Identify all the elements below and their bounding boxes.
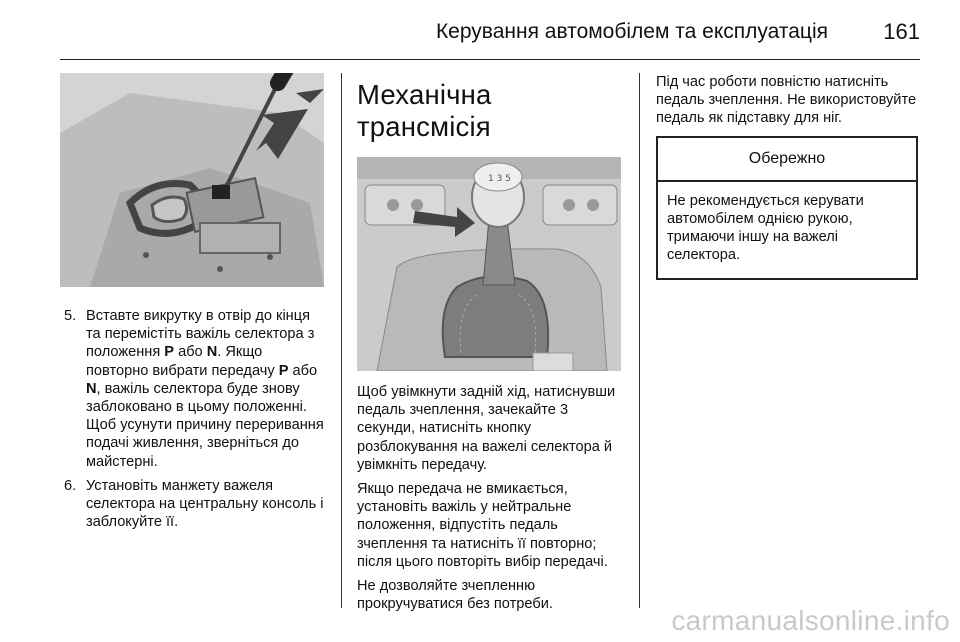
- instruction-list: [60, 307, 328, 531]
- watermark: carmanualsonline.info: [671, 605, 950, 636]
- caution-title: Обережно: [658, 138, 916, 182]
- column-2: [357, 73, 627, 619]
- paragraph-clutch-slip: Не дозволяйте зчепленню прокручуватися без потреби.: [357, 578, 553, 613]
- screwdriver-illustration: [60, 73, 324, 287]
- page-number: 161: [883, 19, 920, 44]
- step-number: 5.: [64, 308, 77, 324]
- running-header-title: Керування автомобілем та експлуатація: [435, 20, 828, 43]
- page-header: [0, 0, 960, 60]
- caution-box: [656, 136, 918, 281]
- header-rule: [60, 59, 920, 60]
- selector-lever-release-illustration: [60, 73, 324, 287]
- list-item-step-6: 6. Установіть манжету важеля селектора на центральну консоль і заблокуйте її.: [64, 477, 324, 531]
- gear-lever-illustration: [357, 157, 621, 371]
- column-3: [656, 73, 922, 280]
- step-number: 6.: [64, 477, 77, 494]
- section-title: Механічна трансмісія: [357, 79, 492, 142]
- svg-text:1 3 5: 1 3 5: [488, 174, 511, 184]
- caution-text: Не рекомендується керувати автомобілем однією рукою, тримаючи іншу на важелі селектора.: [667, 192, 864, 264]
- gear-knob-illustration: [357, 157, 621, 371]
- column-divider-2: [639, 73, 640, 608]
- column-1: [60, 73, 328, 537]
- paragraph-gear-not-engaging: Якщо передача не вмикається, установіть важіль у нейтральне положення, відпустіть педаль зчеплення та натисніть її повторно; після цього повторіть вибір передачі.: [357, 481, 608, 570]
- paragraph-clutch-pedal: Під час роботи повністю натисніть педаль зчеплення. Не використовуйте педаль як підставку для ніг.: [656, 74, 917, 127]
- column-divider-1: [341, 73, 342, 608]
- list-item-step-5: 5. Вставте викрутку в отвір до кінця та перемістіть важіль селектора з положення P або N. Якщо повторно вибрати передачу P або N, важіль селектора буде знову заблоковано в цьому положенні. Щоб усунути причину переривання подачі живлення, зверніться до майстерні.: [64, 308, 324, 470]
- paragraph-reverse-gear: Щоб увімкнути задній хід, натиснувши педаль зчеплення, зачекайте 3 секунди, натисніть кнопку розблокування на важелі селектора й увімкніть передачу.: [357, 384, 616, 473]
